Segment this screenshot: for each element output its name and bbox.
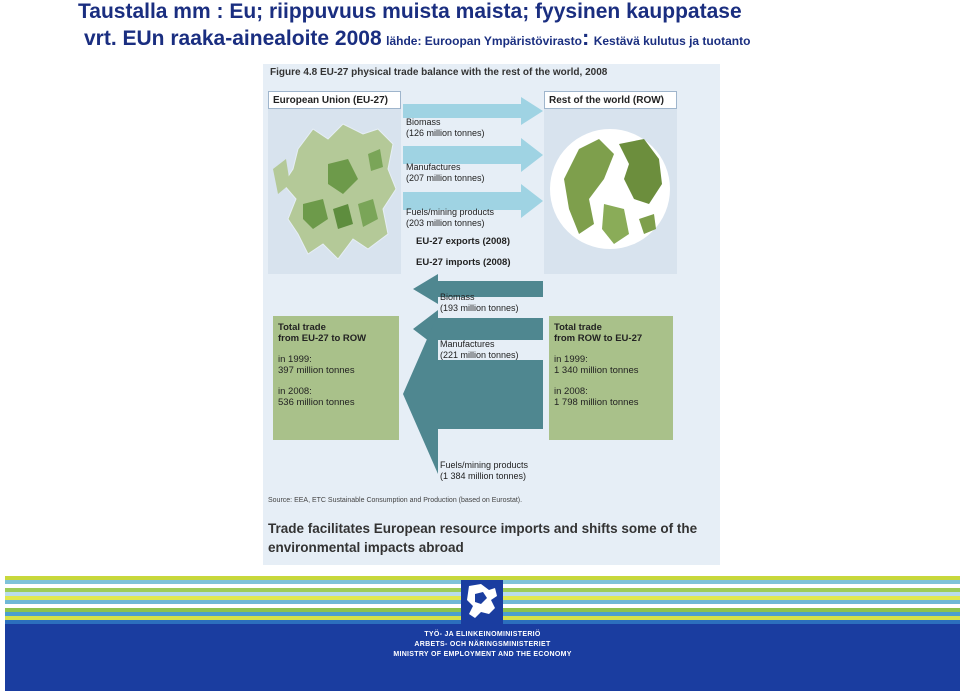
export-manufactures-amount: (207 million tonnes) xyxy=(406,173,485,183)
finnish-lion-icon xyxy=(461,580,503,624)
total-row-to-eu-2008-value: 1 798 million tonnes xyxy=(554,397,639,408)
import-fuels-name: Fuels/mining products xyxy=(440,460,529,470)
import-manufactures-label xyxy=(440,339,519,361)
import-biomass-amount: (193 million tonnes) xyxy=(440,303,519,313)
export-fuels-label xyxy=(406,207,494,229)
ministry-name-en: MINISTRY OF EMPLOYMENT AND THE ECONOMY xyxy=(393,651,572,658)
total-row-to-eu-box xyxy=(549,316,673,440)
figure-source: Source: EEA, ETC Sustainable Consumption and Production (based on Eurostat). xyxy=(268,497,523,504)
total-eu-to-row-box xyxy=(273,316,399,440)
import-biomass-name: Biomass xyxy=(440,292,475,302)
slide-title-main: vrt. EUn raaka-ainealoite 2008 xyxy=(84,27,382,50)
total-row-to-eu-title2: from ROW to EU-27 xyxy=(554,333,643,344)
export-manufactures-label xyxy=(406,162,485,184)
export-fuels-name: Fuels/mining products xyxy=(406,207,495,217)
slide-title-line2 xyxy=(84,25,750,51)
figure-title: Figure 4.8 EU-27 physical trade balance with the rest of the world, 2008 xyxy=(270,67,608,78)
slide-title-line1: Taustalla mm : Eu; riippuvuus muista maista; fyysinen kauppatase xyxy=(78,0,742,23)
import-fuels-amount: (1 384 million tonnes) xyxy=(440,471,527,481)
total-eu-to-row-1999-value: 397 million tonnes xyxy=(278,365,355,376)
figure-caption: Trade facilitates European resource imports and shifts some of the environmental impacts abroad xyxy=(268,521,698,555)
trade-balance-figure xyxy=(263,64,720,565)
total-eu-to-row-title1: Total trade xyxy=(278,322,326,333)
total-row-to-eu-2008-label: in 2008: xyxy=(554,386,588,397)
total-eu-to-row-1999-label: in 1999: xyxy=(278,354,312,365)
ministry-name-sv: ARBETS- OCH NÄRINGSMINISTERIET xyxy=(414,641,551,648)
export-biomass-label xyxy=(406,117,485,139)
import-biomass-label xyxy=(440,292,519,314)
total-row-to-eu-1999-label: in 1999: xyxy=(554,354,588,365)
total-row-to-eu-title1: Total trade xyxy=(554,322,602,333)
slide-title-topic: Kestävä kulutus ja tuotanto xyxy=(593,34,751,48)
export-manufactures-name: Manufactures xyxy=(406,162,461,172)
total-eu-to-row-2008-value: 536 million tonnes xyxy=(278,397,355,408)
exports-header: EU-27 exports (2008) xyxy=(416,236,510,247)
import-manufactures-name: Manufactures xyxy=(440,339,495,349)
export-fuels-amount: (203 million tonnes) xyxy=(406,218,485,228)
imports-header: EU-27 imports (2008) xyxy=(416,257,511,268)
total-eu-to-row-2008-label: in 2008: xyxy=(278,386,312,397)
import-fuels-label xyxy=(440,460,528,482)
slide-title-colon: : xyxy=(581,25,590,50)
export-biomass-amount: (126 million tonnes) xyxy=(406,128,485,138)
slide-title-source: lähde: Euroopan Ympäristövirasto xyxy=(386,34,582,48)
ministry-footer xyxy=(5,576,960,691)
row-label: Rest of the world (ROW) xyxy=(544,91,677,109)
total-row-to-eu-1999-value: 1 340 million tonnes xyxy=(554,365,639,376)
ministry-name-fi: TYÖ- JA ELINKEINOMINISTERIÖ xyxy=(424,631,541,638)
eu-label: European Union (EU-27) xyxy=(268,91,401,109)
export-biomass-name: Biomass xyxy=(406,117,441,127)
total-eu-to-row-title2: from EU-27 to ROW xyxy=(278,333,367,344)
import-manufactures-amount: (221 million tonnes) xyxy=(440,350,519,360)
